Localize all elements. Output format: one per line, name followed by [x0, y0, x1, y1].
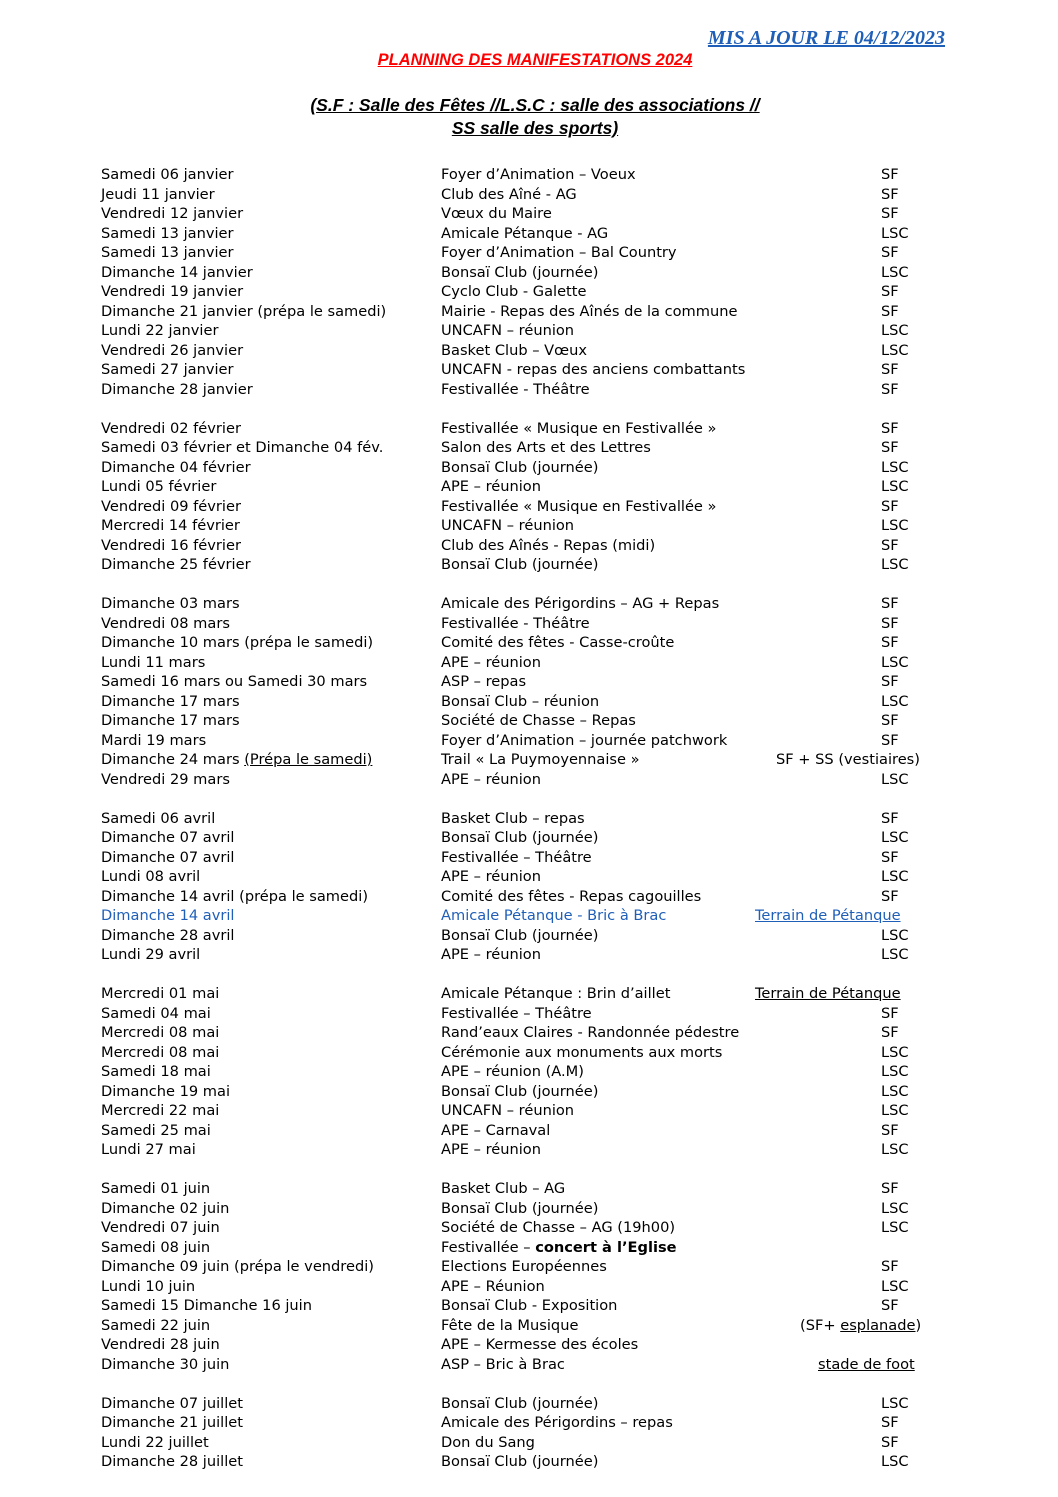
event-venue: SF	[881, 497, 899, 515]
event-date: Dimanche 28 juillet	[101, 1453, 243, 1470]
schedule-row	[0, 263, 1058, 283]
event-date: Samedi 06 avril	[101, 809, 216, 827]
event-name: Amicale des Périgordins – repas	[441, 1414, 673, 1431]
schedule-row	[0, 887, 1058, 907]
event-name: Bonsaï Club (journée)	[441, 1453, 599, 1470]
schedule-row	[0, 672, 1058, 692]
event-venue: SF	[881, 244, 899, 261]
event-venue: LSC	[881, 517, 909, 534]
venue-legend-line-1: (S.F : Salle des Fêtes //L.S.C : salle des associations //	[310, 95, 760, 115]
event-name: Basket Club – repas	[441, 809, 585, 827]
event-venue-underlined: esplanade	[840, 1316, 916, 1334]
event-date: Mercredi 01 mai	[101, 985, 220, 1002]
event-venue: SF	[881, 634, 899, 651]
schedule-row	[0, 1218, 1058, 1238]
event-name: APE – réunion	[441, 653, 541, 671]
event-venue: SF	[881, 1414, 899, 1431]
schedule-row	[0, 302, 1058, 322]
event-venue: LSC	[881, 1043, 909, 1061]
event-name: ASP – Bric à Brac	[441, 1355, 565, 1373]
event-date: Dimanche 28 janvier	[101, 380, 253, 398]
event-venue: LSC	[881, 829, 909, 846]
event-venue: SF	[881, 731, 899, 749]
schedule-row	[0, 243, 1058, 263]
event-name: APE – réunion	[441, 946, 541, 963]
event-name: Festivallée - Théâtre	[441, 380, 590, 398]
event-name: Trail « La Puymoyennaise »	[441, 751, 640, 768]
schedule-row	[0, 594, 1058, 614]
event-date: Vendredi 16 février	[101, 536, 241, 554]
event-venue: LSC	[881, 1394, 909, 1412]
event-name: Foyer d’Animation – Voeux	[441, 166, 636, 183]
event-date: Dimanche 03 mars	[101, 595, 240, 612]
schedule-row	[0, 1023, 1058, 1043]
event-name-text: Festivallée –	[441, 1238, 536, 1256]
event-venue: SF	[881, 1433, 899, 1451]
event-date: Dimanche 07 avril	[101, 829, 235, 846]
event-name: Bonsaï Club (journée)	[441, 556, 599, 573]
event-name: Amicale Pétanque - Bric à Brac	[441, 907, 667, 924]
event-date: Dimanche 14 avril	[101, 907, 235, 924]
event-date: Dimanche 02 juin	[101, 1199, 230, 1217]
event-date: Lundi 11 mars	[101, 653, 206, 671]
event-venue: SF	[881, 1180, 899, 1197]
event-name-bold: concert à l’Eglise	[535, 1238, 677, 1256]
event-name: Amicale des Périgordins – AG + Repas	[441, 595, 720, 612]
schedule-row	[0, 1316, 1058, 1336]
event-name: Festivallée – Théâtre	[441, 1004, 592, 1022]
event-date: Mercredi 08 mai	[101, 1043, 220, 1061]
event-name: UNCAFN - repas des anciens combattants	[441, 361, 746, 378]
event-venue: LSC	[881, 341, 909, 359]
event-date: Samedi 25 mai	[101, 1121, 211, 1139]
event-date: Samedi 04 mai	[101, 1004, 211, 1022]
event-date: Dimanche 30 juin	[101, 1355, 230, 1373]
event-date: Lundi 29 avril	[101, 946, 201, 963]
event-name: APE – réunion (A.M)	[441, 1063, 584, 1080]
update-date-heading: MIS A JOUR LE 04/12/2023	[707, 27, 945, 49]
event-name: Festivallée « Musique en Festivallée »	[441, 497, 717, 515]
event-venue: LSC	[881, 1082, 909, 1100]
event-venue: Terrain de Pétanque	[755, 907, 901, 924]
event-venue: LSC	[881, 770, 909, 788]
schedule-row	[0, 1101, 1058, 1121]
event-date: Vendredi 29 mars	[101, 770, 230, 788]
event-name: Club des Aîné - AG	[441, 185, 577, 203]
event-venue: SF	[881, 1121, 899, 1139]
schedule-row	[0, 321, 1058, 341]
event-date: Dimanche 25 février	[101, 556, 251, 573]
event-venue: SF	[881, 809, 899, 827]
event-name: UNCAFN – réunion	[441, 322, 575, 339]
event-date: Mercredi 08 mai	[101, 1024, 220, 1041]
event-venue: SF	[881, 1297, 899, 1314]
event-venue: LSC	[881, 653, 909, 671]
schedule-row	[0, 1335, 1058, 1355]
event-name: Mairie - Repas des Aînés de la commune	[441, 302, 738, 320]
event-venue: SF	[881, 185, 899, 203]
event-name: APE – Réunion	[441, 1277, 545, 1295]
event-date: Dimanche 17 mars	[101, 692, 240, 710]
event-venue: LSC	[881, 1063, 909, 1080]
event-date: Dimanche 21 janvier (prépa le samedi)	[101, 302, 387, 320]
event-name: Elections Européennes	[441, 1258, 607, 1275]
event-date: Dimanche 14 avril (prépa le samedi)	[101, 887, 369, 905]
schedule-row	[0, 360, 1058, 380]
event-venue: SF	[881, 848, 899, 866]
event-date: Lundi 27 mai	[101, 1141, 196, 1158]
schedule-row	[0, 1238, 1058, 1258]
event-venue: SF + SS (vestiaires)	[776, 751, 920, 768]
schedule-row	[0, 750, 1058, 770]
event-name: Rand’eaux Claires - Randonnée pédestre	[441, 1024, 740, 1041]
schedule-row	[0, 458, 1058, 478]
schedule-row	[0, 867, 1058, 887]
event-date: Samedi 18 mai	[101, 1063, 211, 1080]
schedule-row	[0, 224, 1058, 244]
event-venue: SF	[881, 887, 899, 905]
event-name: Vœux du Maire	[441, 205, 552, 222]
event-venue: SF	[881, 361, 899, 378]
schedule-row	[0, 516, 1058, 536]
event-name: Bonsaï Club (journée)	[441, 263, 599, 281]
event-date: Vendredi 02 février	[101, 419, 241, 437]
event-venue: Terrain de Pétanque	[755, 985, 901, 1002]
event-name: APE – Carnaval	[441, 1121, 551, 1139]
event-date: Mercredi 22 mai	[101, 1102, 220, 1119]
event-name: Bonsaï Club (journée)	[441, 926, 599, 944]
event-date: Dimanche 21 juillet	[101, 1414, 243, 1431]
schedule-row	[0, 1082, 1058, 1102]
event-date: Dimanche 09 juin (prépa le vendredi)	[101, 1258, 374, 1275]
event-name: APE – réunion	[441, 770, 541, 788]
event-venue: LSC	[881, 868, 909, 885]
event-name: Don du Sang	[441, 1433, 535, 1451]
schedule-row	[0, 1296, 1058, 1316]
event-name: Amicale Pétanque : Brin d’aillet	[441, 985, 671, 1002]
schedule-row	[0, 419, 1058, 439]
event-name: Bonsaï Club (journée)	[441, 1199, 599, 1217]
event-venue: SF	[881, 283, 899, 300]
page-title: PLANNING DES MANIFESTATIONS 2024	[377, 51, 693, 69]
event-date: Samedi 06 janvier	[101, 166, 234, 183]
event-venue: SF	[881, 595, 899, 612]
event-name: Bonsaï Club (journée)	[441, 458, 599, 476]
event-date: Lundi 22 janvier	[101, 322, 219, 339]
event-name: Foyer d’Animation – journée patchwork	[441, 731, 728, 749]
schedule-row	[0, 1433, 1058, 1453]
schedule-row	[0, 1257, 1058, 1277]
event-venue: LSC	[881, 1277, 909, 1295]
event-date: Dimanche 07 juillet	[101, 1394, 243, 1412]
month-block-june	[0, 1179, 1058, 1374]
schedule-row	[0, 536, 1058, 556]
event-venue: SF	[881, 302, 899, 320]
schedule-row	[0, 692, 1058, 712]
event-venue: SF	[881, 419, 899, 437]
event-name: APE – Kermesse des écoles	[441, 1336, 639, 1353]
event-name: Festivallée – Théâtre	[441, 848, 592, 866]
event-name: Festivallée - Théâtre	[441, 614, 590, 632]
event-venue: LSC	[881, 1453, 909, 1470]
event-name-with-bold	[441, 1238, 677, 1258]
schedule-row	[0, 380, 1058, 400]
event-name: APE – réunion	[441, 478, 541, 495]
event-date-text: Dimanche 24 mars	[101, 751, 240, 768]
event-name: Bonsaï Club (journée)	[441, 1394, 599, 1412]
schedule-row	[0, 165, 1058, 185]
event-venue-with-esplanade	[800, 1316, 921, 1336]
event-name: Société de Chasse – AG (19h00)	[441, 1219, 676, 1236]
schedule-row	[0, 477, 1058, 497]
event-name: Amicale Pétanque - AG	[441, 224, 609, 242]
event-date-note: (Prépa le samedi)	[244, 751, 373, 768]
event-date: Vendredi 07 juin	[101, 1219, 220, 1236]
event-venue: SF	[881, 1258, 899, 1275]
schedule-row	[0, 1413, 1058, 1433]
event-venue: LSC	[881, 458, 909, 476]
event-venue: SF	[881, 712, 899, 729]
schedule-row	[0, 497, 1058, 517]
event-name: Bonsaï Club – réunion	[441, 692, 600, 710]
event-date: Vendredi 28 juin	[101, 1336, 220, 1353]
event-date: Jeudi 11 janvier	[101, 185, 215, 203]
schedule-row	[0, 1452, 1058, 1472]
event-schedule	[0, 165, 1058, 1491]
schedule-row	[0, 185, 1058, 205]
event-date: Samedi 13 janvier	[101, 244, 234, 261]
schedule-row	[0, 1140, 1058, 1160]
schedule-row-highlighted	[0, 906, 1058, 926]
event-name: Basket Club – AG	[441, 1180, 566, 1197]
event-venue: SF	[881, 380, 899, 398]
event-venue: SF	[881, 536, 899, 554]
event-date: Dimanche 14 janvier	[101, 263, 253, 281]
event-venue: LSC	[881, 1102, 909, 1119]
event-venue: LSC	[881, 322, 909, 339]
event-date: Mardi 19 mars	[101, 731, 207, 749]
event-date: Samedi 15 Dimanche 16 juin	[101, 1297, 312, 1314]
event-date: Dimanche 17 mars	[101, 712, 240, 729]
event-name: ASP – repas	[441, 673, 527, 690]
event-date: Dimanche 28 avril	[101, 926, 235, 944]
event-date: Samedi 27 janvier	[101, 361, 234, 378]
event-venue-text: (SF+	[800, 1316, 841, 1334]
schedule-row	[0, 1199, 1058, 1219]
event-name: Salon des Arts et des Lettres	[441, 439, 651, 456]
schedule-row	[0, 438, 1058, 458]
event-name: APE – réunion	[441, 1141, 541, 1158]
event-venue: LSC	[881, 224, 909, 242]
event-name: APE – réunion	[441, 868, 541, 885]
schedule-row	[0, 1277, 1058, 1297]
event-date: Samedi 03 février et Dimanche 04 fév.	[101, 439, 384, 456]
event-name: Bonsaï Club (journée)	[441, 829, 599, 846]
event-venue: SF	[881, 166, 899, 183]
schedule-row	[0, 809, 1058, 829]
event-name: Cérémonie aux monuments aux morts	[441, 1043, 723, 1061]
month-block-january	[0, 165, 1058, 399]
schedule-row	[0, 204, 1058, 224]
event-date: Dimanche 07 avril	[101, 848, 235, 866]
event-venue: stade de foot	[818, 1355, 915, 1373]
schedule-row	[0, 1043, 1058, 1063]
schedule-row	[0, 1062, 1058, 1082]
schedule-row	[0, 984, 1058, 1004]
event-date: Vendredi 09 février	[101, 497, 241, 515]
event-venue: LSC	[881, 692, 909, 710]
event-name: UNCAFN – réunion	[441, 1102, 575, 1119]
event-name: Société de Chasse – Repas	[441, 712, 636, 729]
event-name: Basket Club – Vœux	[441, 341, 587, 359]
schedule-row	[0, 1004, 1058, 1024]
schedule-row	[0, 555, 1058, 575]
event-venue: SF	[881, 1004, 899, 1022]
event-name: Fête de la Musique	[441, 1316, 579, 1334]
event-date: Samedi 08 juin	[101, 1238, 211, 1256]
event-venue: LSC	[881, 1141, 909, 1158]
event-venue: LSC	[881, 1199, 909, 1217]
event-date: Dimanche 10 mars (prépa le samedi)	[101, 634, 374, 651]
schedule-row	[0, 1355, 1058, 1375]
schedule-row	[0, 1179, 1058, 1199]
event-name: Festivallée « Musique en Festivallée »	[441, 419, 717, 437]
schedule-row	[0, 1121, 1058, 1141]
venue-legend	[0, 94, 1058, 140]
month-block-july	[0, 1394, 1058, 1472]
schedule-row	[0, 926, 1058, 946]
event-date: Vendredi 19 janvier	[101, 283, 244, 300]
event-date: Samedi 13 janvier	[101, 224, 234, 242]
event-date: Dimanche 04 février	[101, 458, 251, 476]
event-date: Lundi 05 février	[101, 478, 217, 495]
event-date: Vendredi 08 mars	[101, 614, 230, 632]
event-name: Comité des fêtes - Repas cagouilles	[441, 887, 702, 905]
event-date: Samedi 16 mars ou Samedi 30 mars	[101, 673, 368, 690]
event-venue-end: )	[915, 1316, 922, 1334]
event-date: Lundi 22 juillet	[101, 1433, 209, 1451]
event-name: Club des Aînés - Repas (midi)	[441, 536, 656, 554]
schedule-row	[0, 633, 1058, 653]
schedule-row	[0, 282, 1058, 302]
event-date: Vendredi 26 janvier	[101, 341, 244, 359]
event-venue: LSC	[881, 556, 909, 573]
schedule-row	[0, 770, 1058, 790]
month-block-may	[0, 984, 1058, 1160]
event-date: Lundi 10 juin	[101, 1277, 196, 1295]
schedule-row	[0, 711, 1058, 731]
event-venue: SF	[881, 614, 899, 632]
venue-legend-line-2: SS salle des sports)	[451, 118, 619, 138]
event-venue: SF	[881, 205, 899, 222]
schedule-row	[0, 945, 1058, 965]
event-venue: LSC	[881, 946, 909, 963]
event-name: Cyclo Club - Galette	[441, 283, 587, 300]
event-date: Samedi 22 juin	[101, 1316, 211, 1334]
event-date-with-note	[101, 750, 372, 770]
schedule-row	[0, 828, 1058, 848]
event-name: Bonsaï Club (journée)	[441, 1082, 599, 1100]
schedule-row	[0, 614, 1058, 634]
event-name: Bonsaï Club - Exposition	[441, 1297, 618, 1314]
event-date: Mercredi 14 février	[101, 517, 240, 534]
event-venue: SF	[881, 1024, 899, 1041]
schedule-row	[0, 848, 1058, 868]
event-venue: LSC	[881, 926, 909, 944]
event-date: Samedi 01 juin	[101, 1180, 211, 1197]
event-venue: LSC	[881, 478, 909, 495]
event-date: Vendredi 12 janvier	[101, 205, 244, 222]
schedule-row	[0, 731, 1058, 751]
event-name: Comité des fêtes - Casse-croûte	[441, 634, 675, 651]
schedule-row	[0, 341, 1058, 361]
event-date: Dimanche 19 mai	[101, 1082, 231, 1100]
event-date: Lundi 08 avril	[101, 868, 201, 885]
month-block-april	[0, 809, 1058, 965]
schedule-row	[0, 1394, 1058, 1414]
event-name: Foyer d’Animation – Bal Country	[441, 244, 677, 261]
event-name: UNCAFN – réunion	[441, 517, 575, 534]
event-venue: SF	[881, 439, 899, 456]
event-venue: LSC	[881, 1219, 909, 1236]
month-block-march	[0, 594, 1058, 789]
month-block-february	[0, 419, 1058, 575]
event-venue: LSC	[881, 263, 909, 281]
schedule-row	[0, 653, 1058, 673]
event-venue: SF	[881, 673, 899, 690]
